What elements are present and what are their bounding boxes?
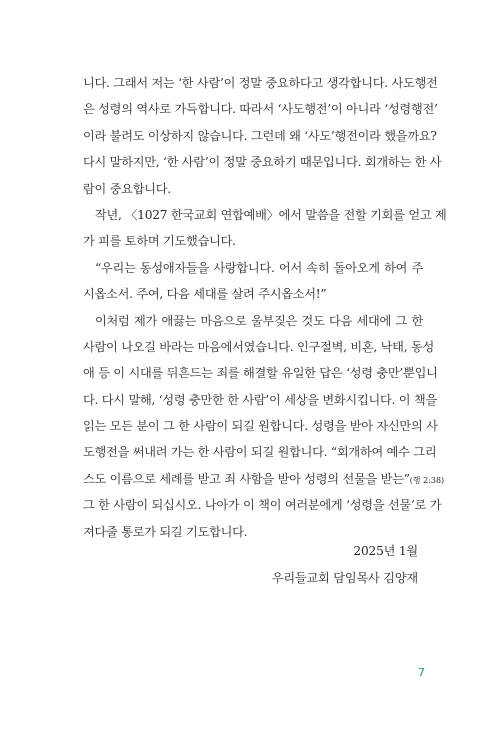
scripture-reference: (행 2:38) <box>409 475 445 485</box>
text-line: 작년, 〈1027 한국교회 연합예배〉에서 말씀을 전할 기회를 얻고 제 <box>95 207 447 222</box>
text-line: 애 등 이 시대를 뒤흔드는 죄를 해결할 유일한 답은 ‘성령 충만’뿐입니 <box>83 366 438 381</box>
text-line: “우리는 동성애자들을 사랑합니다. 어서 속히 돌아오게 하여 주 <box>95 260 423 275</box>
text-line: 시옵소서. 주여, 다음 세대를 살려 주시옵소서!” <box>83 287 327 302</box>
text-line: 이라 불려도 이상하지 않습니다. 그런데 왜 ‘사도’행전이라 했을까요? <box>83 128 437 143</box>
text-line: 져다줄 통로가 되길 기도합니다. <box>83 524 248 539</box>
text-line: 이처럼 제가 애끓는 마음으로 울부짖은 것도 다음 세대에 그 한 <box>95 313 423 328</box>
text-line-with-reference <box>83 466 445 492</box>
text-line: 가 피를 토하며 기도했습니다. <box>83 234 236 249</box>
signature-block <box>272 538 418 592</box>
text-line: 읽는 모든 분이 그 한 사람이 되길 원합니다. 성령을 받아 자신만의 사 <box>83 419 438 434</box>
text-line: 은 성령의 역사로 가득합니다. 따라서 ‘사도행전’이 아니라 ‘성령행전’ <box>83 102 438 117</box>
text-line: 람이 중요합니다. <box>83 181 171 196</box>
text-line: 다. 다시 말해, ‘성령 충만한 한 사람’이 세상을 변화시킵니다. 이 책을 <box>83 392 437 407</box>
signature-author: 우리들교회 담임목사 김양재 <box>271 571 418 585</box>
signature-date: 2025년 1월 <box>353 544 418 558</box>
text-line-content: 스도 이름으로 세례를 받고 죄 사함을 받아 성령의 선물을 받는” <box>83 471 410 486</box>
text-line: 도행전을 써내려 가는 한 사람이 되길 원합니다. “회개하여 예수 그리 <box>83 445 437 460</box>
text-line: 니다. 그래서 저는 ‘한 사람’이 정말 중요하다고 생각합니다. 사도행전 <box>83 76 438 90</box>
body-text <box>83 70 447 545</box>
page-number: 7 <box>418 666 425 679</box>
text-line: 다시 말하지만, ‘한 사람’이 정말 중요하기 때문입니다. 회개하는 한 사 <box>83 155 442 170</box>
text-line: 그 한 사람이 되십시오. 나아가 이 책이 여러분에게 ‘성령을 선물’로 가 <box>83 498 442 513</box>
text-line: 사람이 나오길 바라는 마음에서였습니다. 인구절벽, 비혼, 낙태, 동성 <box>83 339 434 354</box>
